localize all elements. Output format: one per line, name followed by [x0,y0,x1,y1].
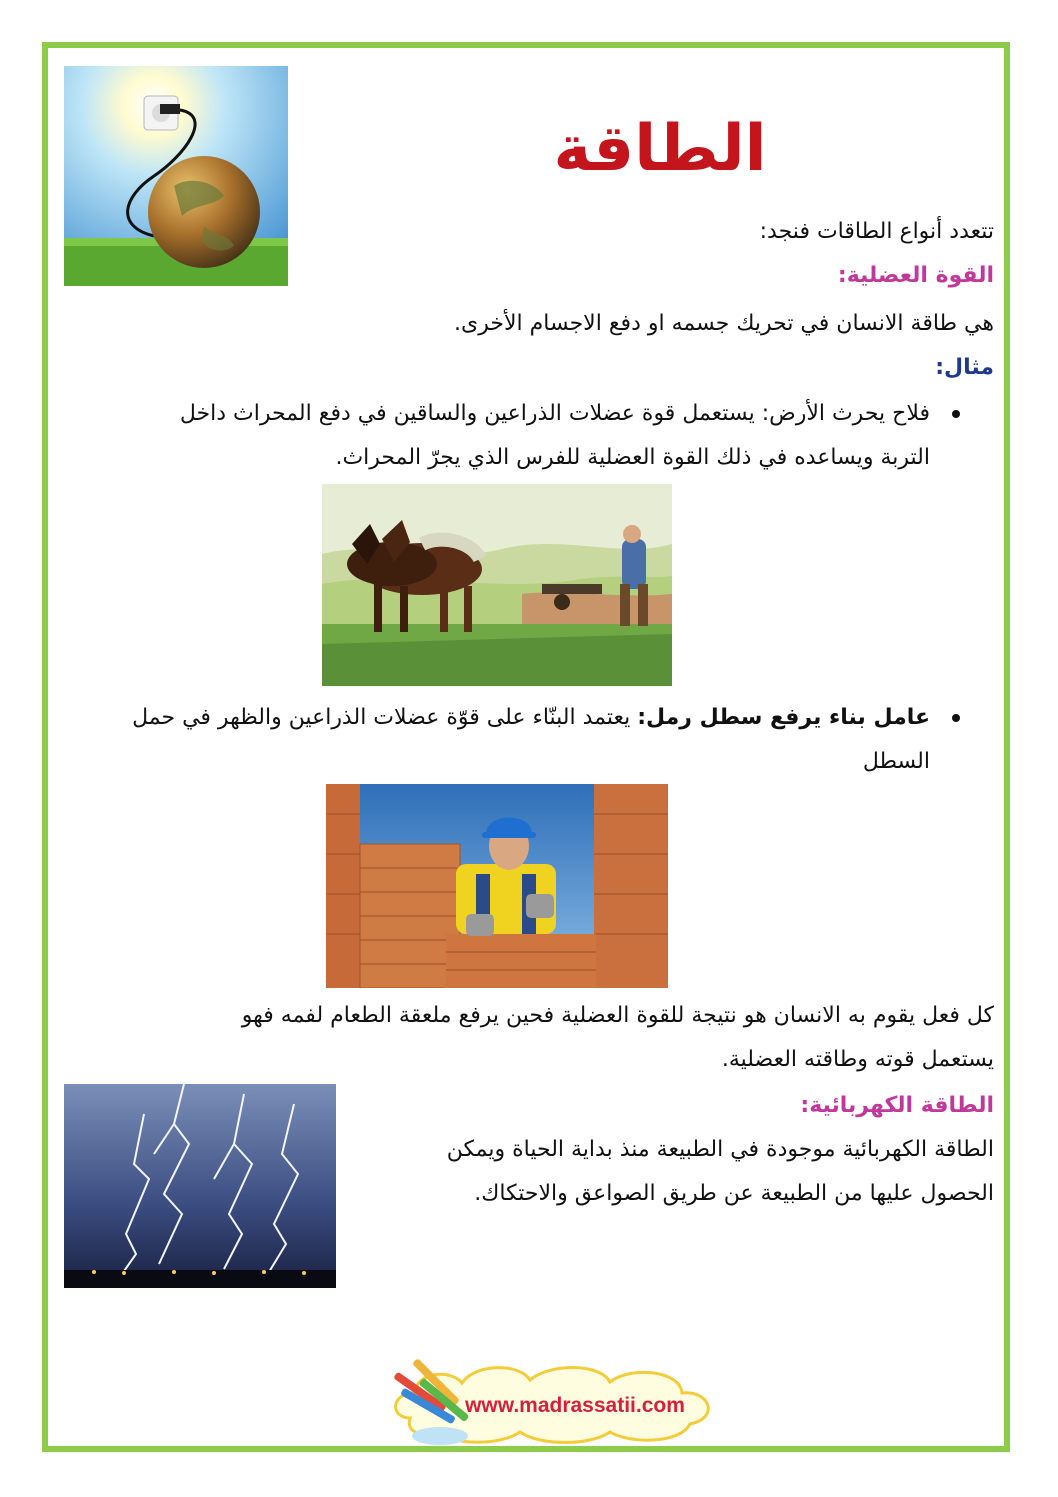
construction-worker-image [326,784,668,988]
intro-text: تتعدد أنواع الطاقات فنجد: [759,219,994,244]
footer-url-link[interactable]: www.madrassatii.com [465,1394,685,1417]
bullet-dot [952,714,960,722]
page-title: الطاقة [553,112,767,186]
electric-line2: الحصول عليها من الطبيعة عن طريق الصواعق والاحتكاك. [474,1181,994,1206]
farmer-plough-image [322,484,672,686]
muscle-definition: هي طاقة الانسان في تحريك جسمه او دفع الاجسام الأخرى. [454,311,994,336]
list-item [74,696,994,784]
example-list-1 [74,392,994,480]
electric-line1: الطاقة الكهربائية موجودة في الطبيعة منذ بداية الحياة ويمكن [446,1137,994,1162]
bullet2-bold-label: عامل بناء يرفع سطل رمل: [637,705,930,730]
conclusion-line1: كل فعل يقوم به الانسان هو نتيجة للقوة العضلية فحين يرفع ملعقة الطعام لفمه فهو [241,1003,994,1028]
example-list-2 [74,696,994,784]
bullet1-line1: فلاح يحرث الأرض: يستعمل قوة عضلات الذراعين والساقين في دفع المحراث داخل [179,401,930,426]
example-label: مثال: [935,355,994,380]
bullet1-line2: التربة ويساعده في ذلك القوة العضلية للفرس الذي يجرّ المحراث. [335,445,930,470]
bullet2-line2: السطل [862,749,930,774]
electric-heading: الطاقة الكهربائية: [800,1093,994,1118]
globe-plug-image [64,66,288,286]
conclusion-line2: يستعمل قوته وطاقته العضلية. [721,1047,994,1072]
muscle-heading: القوة العضلية: [837,263,994,288]
bullet2-text: يعتمد البنّاء على قوّة عضلات الذراعين والظهر في حمل [132,705,638,730]
lightning-image [64,1084,336,1288]
bullet2-line1 [74,696,930,740]
bullet-dot [952,410,960,418]
list-item [74,392,994,480]
